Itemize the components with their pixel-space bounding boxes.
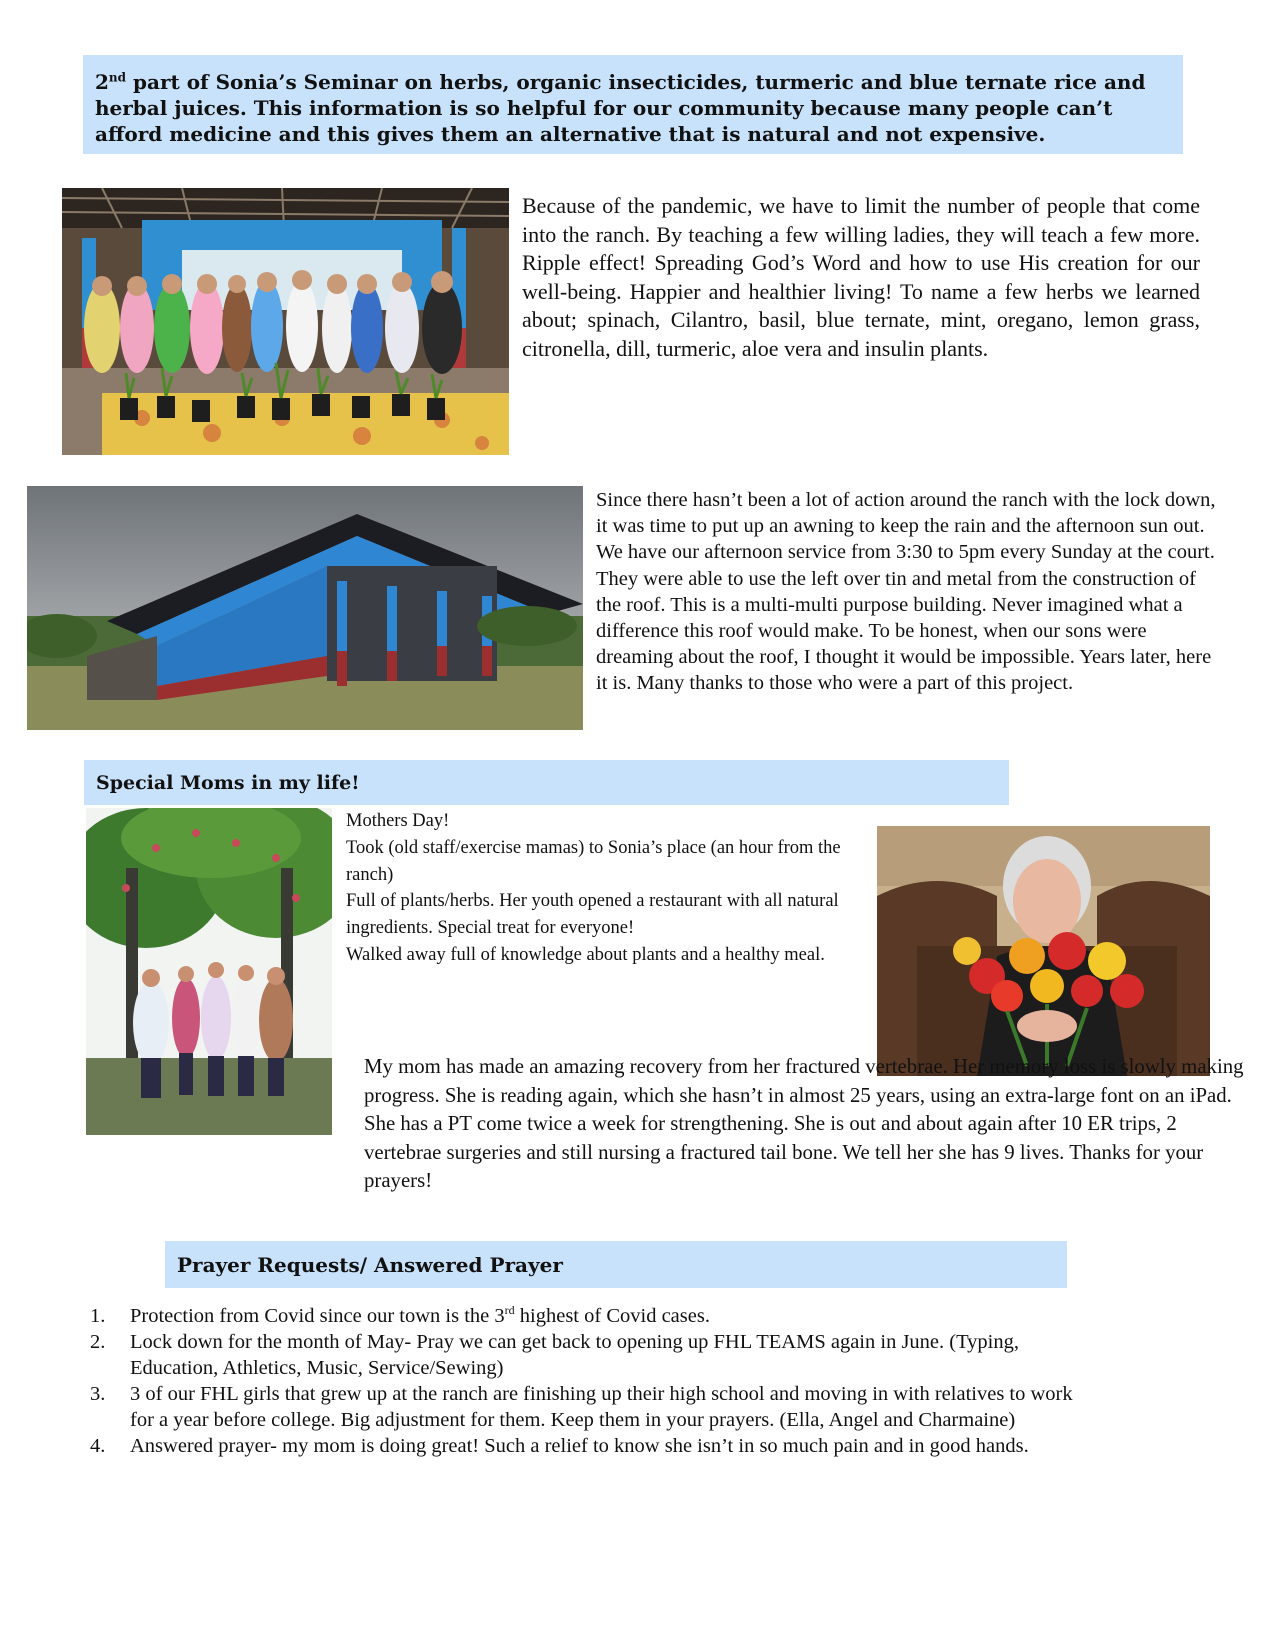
prayer-requests-heading: Prayer Requests/ Answered Prayer [165,1241,1067,1288]
mothers-day-text [346,808,866,969]
mom-recovery-paragraph: My mom has made an amazing recovery from her fractured vertebrae. Her memory loss is slowly making progress. She is reading again, which she hasn’t in almost 25 years, using an extra-large font on an iPad. She has a PT come twice a week for strengthening. She is out and about again after 10 ER trips, 2 vertebrae surgeries and still nursing a fractured tail bone. We tell her she has 9 lives. Thanks for your prayers! [364,1055,1244,1193]
list-number: 4. [90,1435,106,1457]
list-item [88,1381,1088,1433]
mothers-day-group-photo [86,808,332,1135]
seminar-group-photo [62,188,509,455]
seminar-banner [83,55,1183,154]
banner-text: part of Sonia’s Seminar on herbs, organic insecticides, turmeric and blue ternate rice and herbal juices. This information is so helpful for our community because many people can’t afford medicine and this gives them an alternative that is natural and not expensive. [95,70,1146,146]
mothers-day-line: Mothers Day! [346,811,450,831]
prayer-list [88,1303,1088,1459]
pandemic-paragraph: Because of the pandemic, we have to limit the number of people that come into the ranch. By teaching a few willing ladies, they will teach a few more. Ripple effect! Spreading God’s Word and how to use His creation for our well-being. Happier and healthier living! To name a few herbs we learned about; spinach, Cilantro, basil, blue ternate, mint, oregano, lemon grass, citronella, dill, turmeric, aloe vera and insulin plants. [522,193,1200,361]
prayer-text: Lock down for the month of May- Pray we can get back to opening up FHL TEAMS again in June. (Typing, Education, Athletics, Music, Service/Sewing) [130,1331,1020,1379]
special-moms-heading: Special Moms in my life! [84,760,1009,805]
banner-number: 2 [95,70,109,94]
list-number: 1. [90,1305,106,1327]
prayer-text: Answered prayer- my mom is doing great! Such a relief to know she isn’t in so much pain and in good hands. [130,1435,1029,1457]
prayer-superscript: rd [504,1303,515,1318]
prayer-text: highest of Covid cases. [514,1305,710,1327]
prayer-text: Protection from Covid since our town is the 3 [130,1305,505,1327]
list-number: 3. [90,1383,106,1405]
mothers-day-line: Full of plants/herbs. Her youth opened a restaurant with all natural ingredients. Special treat for everyone! [346,891,839,939]
prayer-text: 3 of our FHL girls that grew up at the ranch are finishing up their high school and moving in with relatives to work for a year before college. Big adjustment for them. Keep them in your prayers. (Ella, Angel and Charmaine) [130,1383,1073,1431]
court-building-photo [27,486,583,730]
mothers-day-line: Walked away full of knowledge about plants and a healthy meal. [346,944,825,965]
list-item [88,1433,1088,1459]
mom-with-roses-photo [877,826,1210,1076]
list-item [88,1329,1088,1381]
banner-superscript: nd [108,70,127,85]
list-number: 2. [90,1331,106,1353]
awning-paragraph: Since there hasn’t been a lot of action around the ranch with the lock down, it was time to put up an awning to keep the rain and the afternoon sun out. We have our afternoon service from 3:30 to 5pm every Sunday at the court. They were able to use the left over tin and metal from the construction of the roof. This is a multi-multi purpose building. Never imagined what a difference this roof would make. To be honest, when our sons were dreaming about the roof, I thought it would be impossible. Years later, here it is. Many thanks to those who were a part of this project. [596,489,1216,695]
mothers-day-line: Took (old staff/exercise mamas) to Sonia’s place (an hour from the ranch) [346,837,841,885]
list-item [88,1303,1088,1329]
